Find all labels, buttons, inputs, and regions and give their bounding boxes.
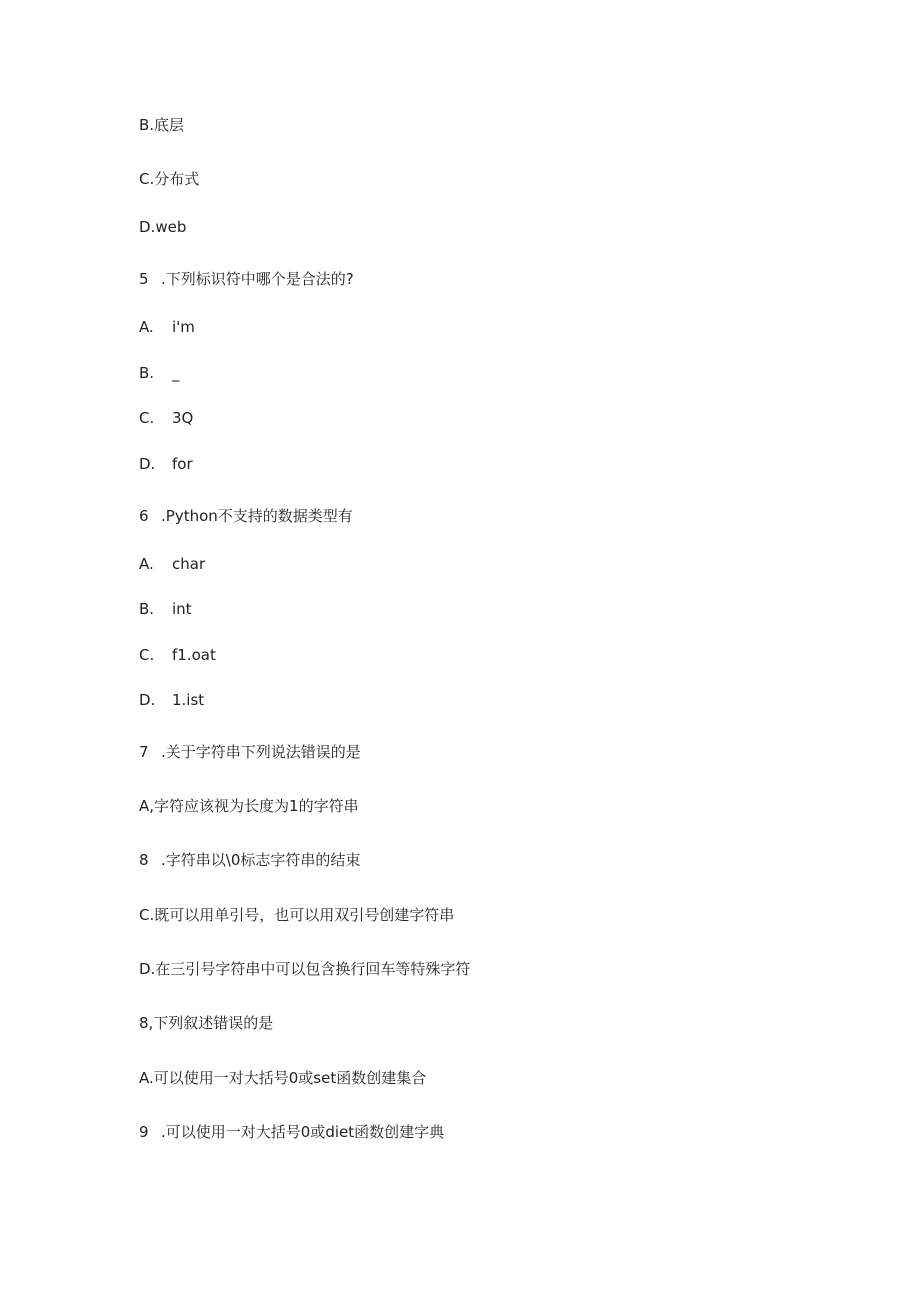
option-letter: C. [139, 409, 155, 427]
option-text: _ [172, 364, 180, 382]
question-line [139, 850, 360, 870]
question-text: .下列标识符中哪个是合法的? [161, 270, 354, 288]
option-text: 1.ist [172, 691, 205, 709]
question-number: 8 [139, 851, 149, 869]
text-line: C.分布式 [139, 170, 200, 188]
text-line: C.既可以用单引号，也可以用双引号创建字符串 [139, 906, 455, 924]
question-number: 9 [139, 1123, 149, 1141]
option-line [139, 599, 192, 619]
text-line: 8,下列叙述错误的是 [139, 1014, 274, 1032]
option-letter: B. [139, 364, 155, 382]
option-line [139, 554, 205, 574]
question-number: 5 [139, 270, 149, 288]
question-text: .关于字符串下列说法错误的是 [161, 743, 361, 761]
question-number: 6 [139, 507, 149, 525]
option-text: for [172, 455, 193, 473]
text-line: A.可以使用一对大括号0或set函数创建集合 [139, 1069, 427, 1087]
option-text: f1.oat [172, 646, 216, 664]
option-line [139, 645, 216, 665]
question-number: 7 [139, 743, 149, 761]
question-text: .字符串以\0标志字符串的结束 [161, 851, 361, 869]
text-line: B.底层 [139, 116, 185, 134]
option-letter: D. [139, 455, 156, 473]
option-line [139, 363, 180, 383]
option-letter: D. [139, 691, 156, 709]
question-line [139, 1122, 444, 1142]
option-text: i'm [172, 318, 195, 336]
question-text: .Python不支持的数据类型有 [161, 507, 353, 525]
text-line: D.在三引号字符串中可以包含换行回车等特殊字符 [139, 960, 471, 978]
question-line [139, 269, 354, 289]
option-line [139, 690, 204, 710]
option-letter: A. [139, 318, 154, 336]
option-line [139, 454, 193, 474]
option-text: int [172, 600, 192, 618]
option-text: char [172, 555, 206, 573]
option-letter: B. [139, 600, 155, 618]
question-text: .可以使用一对大括号0或diet函数创建字典 [161, 1123, 445, 1141]
text-line: A,字符应该视为长度为1的字符串 [139, 797, 359, 815]
question-line [139, 506, 353, 526]
text-line: D.web [139, 218, 187, 236]
question-line [139, 742, 361, 762]
option-text: 3Q [172, 409, 194, 427]
option-letter: A. [139, 555, 154, 573]
option-line [139, 408, 193, 428]
option-line [139, 317, 195, 337]
option-letter: C. [139, 646, 155, 664]
